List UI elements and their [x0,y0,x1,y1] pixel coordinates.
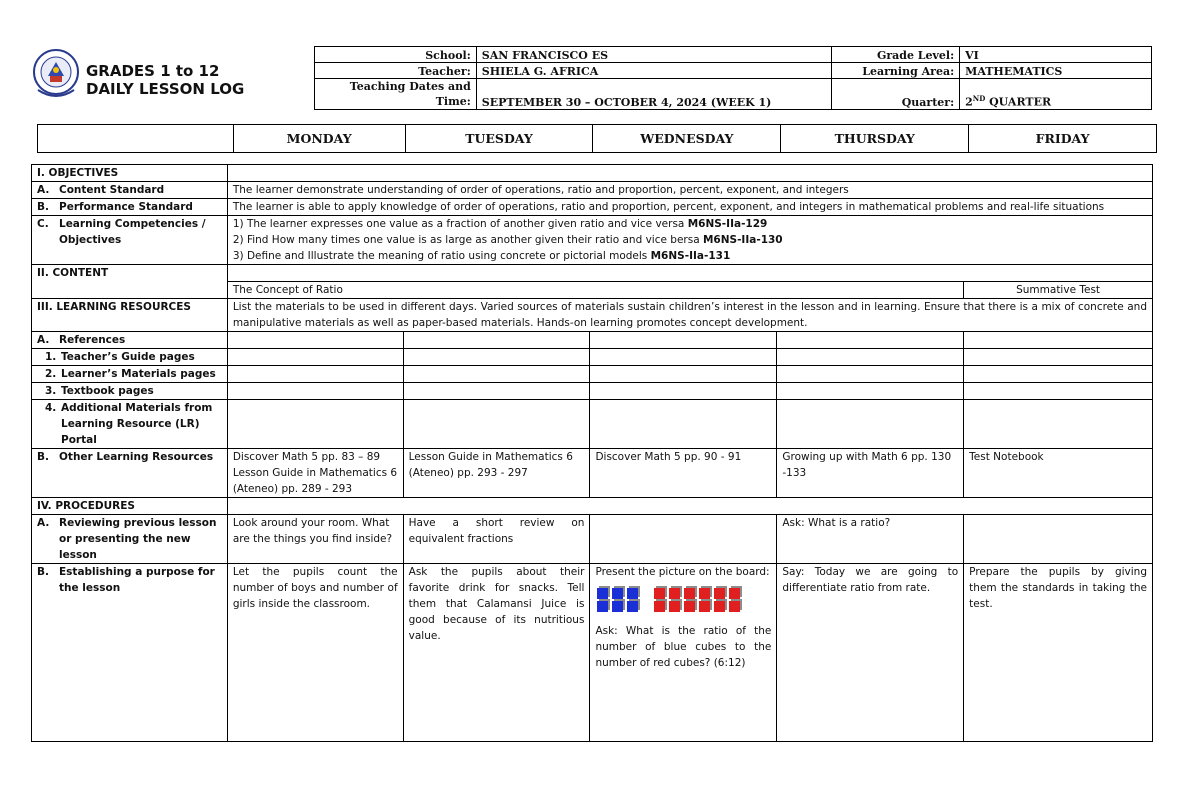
reviewing-monday: Look around your room. What are the things you find inside? [227,515,403,564]
competency-code: M6NS-IIa-130 [702,234,783,246]
letter: A. [37,517,50,529]
cell [964,383,1153,400]
resources-heading: III. LEARNING RESOURCES [32,299,228,332]
competency-text: 2) Find How many times one value is as large as another given their ratio and vice bersa [232,234,703,246]
cell [227,366,403,383]
grade-label: Grade Level: [832,47,960,63]
procedures-heading: IV. PROCEDURES [32,498,228,515]
header-info-table [314,46,1152,110]
red-cubes [654,588,742,613]
letter: B. [37,451,49,463]
day-wednesday: WEDNESDAY [593,125,781,153]
objectives-blank [227,165,1152,182]
letter: B. [37,566,49,578]
dates-label-line-1: Teaching Dates and [349,80,471,93]
cell [590,383,777,400]
area-value: MATHEMATICS [960,63,1152,79]
content-friday: Summative Test [964,282,1153,299]
label-text: Learning Competencies / [59,218,206,230]
performance-standard-text: The learner is able to apply knowledge of order of operations, ratio and proportion, percent, exponent, and integers in mathematical problems and real-life situations [227,199,1152,216]
cell [777,366,964,383]
blue-cube [627,588,638,599]
blue-cubes [597,588,640,613]
blue-cube [612,588,623,599]
performance-standard-label [32,199,228,216]
competency-code: M6NS-IIa-129 [687,218,768,230]
weekday-header-table [37,124,1157,153]
content-blank [227,265,1152,282]
label-text: Reviewing previous lesson or presenting the new lesson [59,517,217,561]
label-text: Learning Resource (LR) [61,418,200,430]
cubes-figure [597,588,771,613]
quarter-number: 2 [965,96,973,109]
purpose-wednesday-intro: Present the picture on the board: [595,566,770,578]
document-title [86,62,244,98]
cell [777,383,964,400]
additional-materials-label [32,400,228,449]
blue-cube [627,601,638,612]
reviewing-wednesday [590,515,777,564]
quarter-value [960,79,1152,110]
cell [590,332,777,349]
label-text: Objectives [59,234,122,246]
teacher-label: Teacher: [315,63,477,79]
label-text: Performance Standard [59,201,193,213]
cell [403,349,590,366]
purpose-friday: Prepare the pupils by giving them the standards in taking the test. [964,564,1153,742]
purpose-thursday: Say: Today we are going to differentiate ratio from rate. [777,564,964,742]
school-value: SAN FRANCISCO ES [476,47,831,63]
reviewing-lesson-label [32,515,228,564]
quarter-suffix: ND [972,94,986,104]
red-cube [714,588,725,599]
deped-seal-icon [32,46,80,102]
red-cube [684,601,695,612]
red-cube [699,588,710,599]
label-text: Other Learning Resources [59,451,214,463]
competency-3 [233,248,1147,264]
dates-label-line-2: Time: [435,95,471,108]
red-cube [669,588,680,599]
label-text: Portal [61,434,97,446]
purpose-wednesday-question: Ask: What is the ratio of the number of blue cubes to the number of red cubes? (6:12) [595,625,772,669]
resource-line: Lesson Guide in Mathematics 6 (Ateneo) pp. 289 - 293 [232,467,398,495]
other-resources-label [32,449,228,498]
quarter-label: Quarter: [832,79,960,110]
other-resources-thursday: Growing up with Math 6 pp. 130 -133 [777,449,964,498]
quarter-word: QUARTER [985,96,1052,109]
red-cube [669,601,680,612]
label-text: Additional Materials from [61,402,213,414]
red-cube [699,601,710,612]
purpose-monday: Let the pupils count the number of boys and number of girls inside the classroom. [227,564,403,742]
procedures-blank [227,498,1152,515]
content-topic: The Concept of Ratio [227,282,963,299]
day-monday: MONDAY [233,125,405,153]
cell [227,349,403,366]
cell [590,366,777,383]
day-friday: FRIDAY [969,125,1157,153]
cell [403,400,590,449]
school-label: School: [315,47,477,63]
reviewing-thursday: Ask: What is a ratio? [777,515,964,564]
resources-text: List the materials to be used in different days. Varied sources of materials sustain children’s interest in the lesson and in learning. Ensure that there is a mix of concrete and manipulative materials as well as paper-based materials. Hands-on learning promotes concept development. [227,299,1152,332]
lesson-log-table [31,164,1153,742]
title-line-2: DAILY LESSON LOG [86,80,245,98]
competency-code: M6NS-IIa-131 [650,250,731,262]
cell [964,400,1153,449]
letter: C. [37,218,49,230]
content-standard-text: The learner demonstrate understanding of order of operations, ratio and proportion, percent, exponent, and integers [227,182,1152,199]
cell [590,349,777,366]
resource-line: Discover Math 5 pp. 83 – 89 [232,451,381,463]
other-resources-friday: Test Notebook [964,449,1153,498]
reviewing-friday [964,515,1153,564]
letter: B. [37,201,49,213]
label-text: Textbook pages [61,385,154,397]
cell [964,349,1153,366]
cell [590,400,777,449]
cell [964,366,1153,383]
letter: A. [37,184,50,196]
other-resources-monday [227,449,403,498]
blue-cube [597,601,608,612]
dates-label [315,79,477,110]
cell [777,349,964,366]
red-cube [714,601,725,612]
day-tuesday: TUESDAY [405,125,593,153]
other-resources-tuesday: Lesson Guide in Mathematics 6 (Ateneo) pp. 293 - 297 [403,449,590,498]
reviewing-tuesday: Have a short review on equivalent fractions [403,515,590,564]
number: 1. [45,351,57,363]
label-text: Learner’s Materials pages [61,368,216,380]
red-cube [684,588,695,599]
content-heading: II. CONTENT [32,265,228,299]
purpose-tuesday: Ask the pupils about their favorite drink for snacks. Tell them that Calamansi Juice is good because of its nutritious value. [403,564,590,742]
area-label: Learning Area: [832,63,960,79]
label-text: Content Standard [59,184,165,196]
blue-cube [612,601,623,612]
label-text: Establishing a purpose for the lesson [59,566,215,594]
grade-value: VI [960,47,1152,63]
competencies-list [227,216,1152,265]
textbook-pages-label [32,383,228,400]
cell [777,400,964,449]
cell [227,383,403,400]
red-cube [654,588,665,599]
title-line-1: GRADES 1 to 12 [86,62,220,80]
learners-materials-label [32,366,228,383]
purpose-wednesday [590,564,777,742]
day-blank [38,125,234,153]
dates-value: SEPTEMBER 30 – OCTOBER 4, 2024 (WEEK 1) [476,79,831,110]
competency-text: 1) The learner expresses one value as a fraction of another given ratio and vice versa [232,218,688,230]
cell [227,400,403,449]
day-thursday: THURSDAY [781,125,969,153]
label-text: References [59,334,126,346]
competency-1 [233,216,1147,232]
number: 4. [45,402,57,414]
number: 2. [45,368,57,380]
red-cube [654,601,665,612]
cell [227,332,403,349]
label-text: Teacher’s Guide pages [61,351,195,363]
teacher-value: SHIELA G. AFRICA [476,63,831,79]
blue-cube [597,588,608,599]
cell [403,366,590,383]
competencies-label [32,216,228,265]
red-cube [729,601,740,612]
red-cube [729,588,740,599]
cell [964,332,1153,349]
teachers-guide-label [32,349,228,366]
cell [777,332,964,349]
references-label [32,332,228,349]
cell [403,332,590,349]
purpose-label [32,564,228,742]
number: 3. [45,385,57,397]
content-standard-label [32,182,228,199]
other-resources-wednesday: Discover Math 5 pp. 90 - 91 [590,449,777,498]
objectives-heading: I. OBJECTIVES [32,165,228,182]
competency-2 [233,232,1147,248]
letter: A. [37,334,50,346]
competency-text: 3) Define and Illustrate the meaning of ratio using concrete or pictorial models [232,250,651,262]
cell [403,383,590,400]
